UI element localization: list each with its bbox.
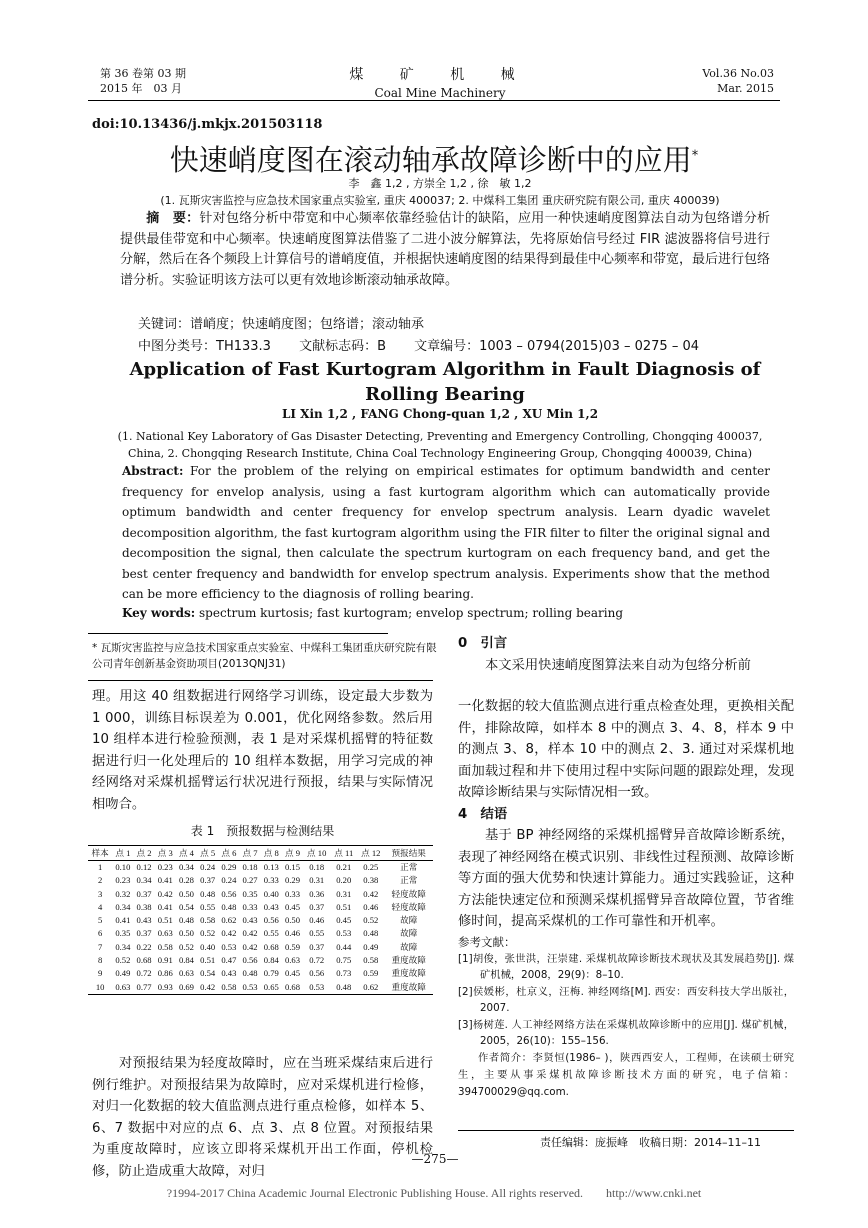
table-cell: 0.33 [263, 875, 279, 886]
authors-en: LI Xin 1,2 , FANG Chong-quan 1,2 , XU Min 1,2 [281, 407, 599, 421]
table-row [88, 888, 433, 901]
copyright-text: ?1994-2017 China Academic Journal Electronic Publishing House. All rights reserved. [166, 1186, 584, 1200]
table-cell: 0.50 [178, 888, 194, 899]
table-cell: 0.37 [200, 875, 216, 886]
table-cell: 9 [97, 968, 103, 979]
table-cell: 0.46 [284, 928, 300, 939]
table-cell: 0.32 [115, 888, 131, 899]
table-row [88, 914, 433, 927]
table-cell: 故障 [400, 941, 418, 952]
abstract-en-label: Abstract: [122, 464, 184, 478]
clc-number: 中图分类号：TH133.3 [138, 339, 271, 354]
table-cell: 0.29 [221, 862, 237, 872]
table-cell: 0.53 [239, 981, 260, 995]
table-cell: 0.68 [263, 941, 279, 952]
table-cell: 0.42 [197, 981, 218, 995]
table-cell: 0.65 [261, 981, 282, 995]
table-cell: 重度故障 [391, 968, 426, 979]
table-cell: 0.56 [309, 968, 325, 979]
table-cell: 0.34 [115, 901, 131, 912]
affiliations-cn: (1. 瓦斯灾害监控与应急技术国家重点实验室, 重庆 400037; 2. 中煤科工集团 重庆研究院有限公司, 重庆 400039) [160, 194, 720, 207]
table-cell: 0.40 [200, 941, 216, 952]
table-row [88, 901, 433, 914]
table-cell: 0.37 [309, 941, 325, 952]
reference-item: [2]侯媛彬，杜京义，汪梅. 神经网络[M]. 西安：西安科技大学出版社，2007. [458, 985, 794, 1014]
table-cell: 0.35 [115, 928, 131, 939]
table-cell: 0.42 [242, 928, 258, 939]
table-cell: 0.33 [284, 888, 300, 899]
table-header-cell: 点 3 [155, 846, 176, 861]
table-cell: 0.54 [178, 901, 194, 912]
date-en: Mar. 2015 [717, 82, 774, 95]
abstract-en-text: For the problem of the relying on empirical estimates for optimum bandwidth and center frequency for envelop analysis, using a fast kurtogram algorithm which can automatically provide optimum bandwidth and center frequency for envelop spectrum analysis. Learn dyadic wavelet decomposition algorithm, the fast kurtogram algorithm using the FIR filter to filter the original signal and decomposition the signal, then calculate the spectrum kurtogram on each frequency band, and get the best center frequency and bandwidth for envelop spectrum analysis. Experiments show that the method can be more efficiency to the diagnosis of rolling bearing. [122, 464, 770, 601]
table-cell: 0.41 [115, 915, 131, 926]
table-cell: 0.63 [112, 981, 133, 995]
title-cn [120, 138, 748, 179]
table-cell: 0.72 [309, 955, 325, 966]
table-cell: 0.46 [363, 901, 379, 912]
table-cell: 0.79 [263, 968, 279, 979]
abstract-cn-label: 摘 要： [146, 211, 200, 226]
table-cell: 0.47 [221, 955, 237, 966]
copyright-footer [0, 1186, 868, 1201]
table-cell: 0.45 [284, 901, 300, 912]
table-cell: 0.10 [115, 862, 131, 872]
table-cell: 10 [88, 981, 112, 995]
table-cell: 0.75 [336, 955, 352, 966]
table-cell: 0.54 [200, 968, 216, 979]
table-cell: 0.43 [242, 915, 258, 926]
funding-footnote: * 瓦斯灾害监控与应急技术国家重点实验室、中煤科工集团重庆研究院有限公司青年创新基金资助项目(2013QNJ31) [92, 642, 437, 670]
table-cell: 0.55 [200, 901, 216, 912]
classification-cn [138, 335, 768, 354]
page-number: —275— [411, 1152, 459, 1166]
abstract-cn [120, 209, 770, 291]
table-cell: 0.38 [136, 901, 152, 912]
table-cell: 0.91 [157, 955, 173, 966]
conclusion-text: 基于 BP 神经网络的采煤机摇臂异音故障诊断系统，表现了神经网络在模式识别、非线性过程预测、故障诊断等方面的强大优势和快速计算能力。通过实践验证，这种方法能快速定位和预测采煤机摇臂异音故障位置，节省维修时间，提高采煤机的工作可靠性和开机率。 [458, 828, 794, 929]
table-cell: 0.37 [309, 901, 325, 912]
table-body [88, 861, 433, 995]
table-row [88, 927, 433, 940]
keywords-en-label: Key words: [122, 606, 196, 620]
table-cell: 0.15 [284, 862, 300, 872]
table-cell: 4 [97, 901, 103, 912]
article-number: 文章编号：1003 – 0794(2015)03 – 0275 – 04 [414, 339, 699, 354]
table-header-cell: 样本 [88, 846, 112, 861]
table-cell: 0.59 [284, 941, 300, 952]
table-cell: 0.58 [363, 955, 379, 966]
affiliations-en: (1. National Key Laboratory of Gas Disaster Detecting, Preventing and Emergency Controlling, Chongqing 400037, China, 2. Chongqing Research Institute, China Coal Technology Engineering Group, Chongqing 400039, China) [117, 430, 763, 460]
body-paragraph-col1-bottom [92, 1053, 433, 1182]
references-heading: 参考文献： [458, 934, 516, 949]
table-caption: 表 1 预报数据与检测结果 [190, 824, 335, 838]
conclusion-heading: 4 结语 [458, 806, 508, 822]
table-header-cell: 点 6 [218, 846, 239, 861]
table-cell: 轻度故障 [391, 901, 426, 912]
table-cell: 0.48 [242, 968, 258, 979]
table-row [88, 967, 433, 980]
table-cell: 0.35 [242, 888, 258, 899]
table-cell: 0.33 [242, 901, 258, 912]
table-cell: 0.23 [115, 875, 131, 886]
table-cell: 0.84 [178, 955, 194, 966]
table-cell: 0.63 [178, 968, 194, 979]
table-cell: 0.31 [336, 888, 352, 899]
table-cell: 0.48 [178, 915, 194, 926]
table-cell: 0.12 [136, 862, 152, 872]
table-row [88, 954, 433, 967]
table-cell: 6 [97, 928, 103, 939]
table-row [88, 981, 433, 995]
table-cell: 轻度故障 [391, 888, 426, 899]
table-header-cell: 点 1 [112, 846, 133, 861]
table-cell: 0.63 [284, 955, 300, 966]
body-paragraph-col1-top: 理。用这 40 组数据进行网络学习训练，设定最大步数为 1 000，训练目标误差为 0.001，优化网络参数。然后用 10 组样本进行检验预测，表 1 是对采煤机摇臂的特征数据进行归一化处理后的 10 组样本数据，用学习完成的神经网络对采煤机摇臂运行状况进行预报，结果与实际情况相吻合。 [92, 689, 433, 812]
table-cell: 0.48 [363, 928, 379, 939]
journal-name-cn: 煤 矿 机 械 [349, 67, 531, 83]
volume-en: Vol.36 No.03 [702, 67, 774, 80]
table-cell: 0.53 [221, 941, 237, 952]
table-cell: 0.52 [178, 941, 194, 952]
table-cell: 0.20 [336, 875, 352, 886]
table-header-cell: 点 10 [303, 846, 330, 861]
table-cell: 重度故障 [391, 955, 426, 966]
table-cell: 0.48 [200, 888, 216, 899]
table-cell: 0.42 [221, 928, 237, 939]
table-cell: 7 [97, 941, 103, 952]
table-cell: 0.56 [221, 888, 237, 899]
table-header-cell: 点 12 [357, 846, 384, 861]
table-cell: 0.45 [336, 915, 352, 926]
table-cell: 0.72 [136, 968, 152, 979]
running-header-right [702, 66, 774, 96]
table-cell: 0.46 [309, 915, 325, 926]
table-cell: 0.40 [263, 888, 279, 899]
table-cell: 0.42 [242, 941, 258, 952]
table-cell: 0.34 [115, 941, 131, 952]
editor-line: 责任编辑：庞振峰 收稿日期：2014–11–11 [540, 1136, 761, 1149]
cnki-link[interactable]: http://www.cnki.net [606, 1186, 702, 1200]
table-cell: 重度故障 [384, 981, 433, 995]
table-cell: 0.63 [157, 928, 173, 939]
intro-heading: 0 引言 [458, 636, 508, 651]
data-table [88, 845, 433, 995]
table-cell: 0.59 [363, 968, 379, 979]
table-cell: 0.38 [363, 875, 379, 886]
table-cell: 0.31 [309, 875, 325, 886]
table-cell: 0.51 [336, 901, 352, 912]
table-cell: 8 [97, 955, 103, 966]
volume-cn: 第 36 卷第 03 期 [100, 67, 186, 80]
table-cell: 5 [97, 915, 103, 926]
running-header-left [100, 66, 186, 96]
keywords-cn: 关键词：谱峭度；快速峭度图；包络谱；滚动轴承 [138, 317, 425, 332]
table-cell: 0.34 [178, 862, 194, 872]
table-cell: 0.18 [242, 862, 258, 872]
table-cell: 0.58 [200, 915, 216, 926]
table-cell: 0.55 [263, 928, 279, 939]
running-header-center [330, 64, 550, 100]
document-code: 文献标志码：B [299, 339, 386, 354]
date-cn: 2015 年 03 月 [100, 82, 182, 95]
table-cell: 0.43 [136, 915, 152, 926]
table-cell: 0.58 [157, 941, 173, 952]
table-cell: 0.49 [363, 941, 379, 952]
abstract-en [122, 461, 770, 605]
table-cell: 0.24 [221, 875, 237, 886]
table-cell: 0.50 [178, 928, 194, 939]
table-cell: 0.53 [303, 981, 330, 995]
table-cell: 故障 [400, 915, 418, 926]
table-cell: 0.52 [200, 928, 216, 939]
title-cn-text: 快速峭度图在滚动轴承故障诊断中的应用 [169, 143, 692, 177]
table-cell: 0.68 [282, 981, 303, 995]
table-header-cell: 点 8 [261, 846, 282, 861]
table-cell: 0.53 [336, 928, 352, 939]
table-cell: 2 [97, 875, 103, 886]
table-cell: 0.93 [155, 981, 176, 995]
title-footnote-mark: * [691, 148, 699, 164]
title-en: Application of Fast Kurtogram Algorithm in Fault Diagnosis of Rolling Bearing [129, 359, 761, 405]
table-row [88, 941, 433, 954]
table-cell: 0.56 [263, 915, 279, 926]
table-cell: 0.22 [136, 941, 152, 952]
table-cell: 0.62 [357, 981, 384, 995]
table-cell: 0.69 [176, 981, 197, 995]
table-cell: 正常 [400, 862, 418, 872]
table-cell: 0.48 [330, 981, 357, 995]
table-cell: 0.50 [284, 915, 300, 926]
abstract-cn-text: 针对包络分析中带宽和中心频率依靠经验估计的缺陷，应用一种快速峭度图算法自动为包络谱分析提供最佳带宽和中心频率。快速峭度图算法借鉴了二进小波分解算法，先将原始信号经过 FIR 滤波器将信号进行分解，然后在各个频段上计算信号的谱峭度值，并根据快速峭度图的结果得到最佳中心频率和带宽，最后进行包络谱分析。实验证明该方法可以更有效地诊断滚动轴承故障。 [120, 211, 771, 288]
editor-rule [458, 1130, 794, 1131]
table-cell: 0.28 [178, 875, 194, 886]
table-cell: 0.21 [336, 862, 352, 872]
table-cell: 0.44 [336, 941, 352, 952]
table-cell: 0.56 [242, 955, 258, 966]
table-header-cell: 点 9 [282, 846, 303, 861]
table-cell: 0.55 [309, 928, 325, 939]
intro-text: 本文采用快速峭度图算法来自动为包络分析前 [485, 657, 751, 673]
table-header-row [88, 846, 433, 861]
table-cell: 0.24 [200, 862, 216, 872]
col2-body: 一化数据的较大值监测点进行重点检查处理，更换相关配件，排除故障，如样本 8 中的测点 3、4、8，样本 9 中的测点 3、8，样本 10 中的测点 2、3. 通过对采煤机地面加载过程和井下使用过程中实际问题的跟踪处理，发现故障诊断结果与实际情况相一致。 [458, 699, 794, 800]
table-header-cell: 点 5 [197, 846, 218, 861]
table-cell: 0.51 [157, 915, 173, 926]
table-cell: 1 [97, 862, 103, 872]
table-header-cell: 点 2 [133, 846, 154, 861]
column-gap [458, 676, 794, 696]
table-cell: 正常 [400, 875, 418, 886]
table-cell: 0.43 [263, 901, 279, 912]
table-cell: 0.49 [115, 968, 131, 979]
table-row [88, 861, 433, 875]
reference-item: [3]杨树莲. 人工神经网络方法在采煤机故障诊断中的应用[J]. 煤矿机械，2005，26(10)：155–156. [458, 1018, 794, 1047]
table-cell: 0.36 [309, 888, 325, 899]
footnote-rule [88, 633, 388, 634]
table-header-cell: 点 4 [176, 846, 197, 861]
header-rule [88, 100, 780, 101]
table-cell: 故障 [400, 928, 418, 939]
table-cell: 0.41 [157, 875, 173, 886]
table-cell: 0.62 [221, 915, 237, 926]
table-cell: 0.52 [363, 915, 379, 926]
table-cell: 0.41 [157, 901, 173, 912]
reference-item: [1]胡俊，张世洪，汪崇建. 采煤机故障诊断技术现状及其发展趋势[J]. 煤矿机械，2008，29(9)：8–10. [458, 952, 794, 981]
table-cell: 0.23 [157, 862, 173, 872]
col1-bottom-text: 对预报结果为轻度故障时，应在当班采煤结束后进行例行维护。对预报结果为故障时，应对采煤机进行检修，对归一化数据的较大值监测点进行重点检修，如样本 5、6、7 数据中对应的点 6、点 3、点 8 位置。对预报结果为重度故障时，应该立即将采煤机开出工作面，停机检修，防止造成重大故障，对归 [92, 1056, 433, 1179]
table-cell: 0.68 [136, 955, 152, 966]
table-cell: 0.25 [363, 862, 379, 872]
table-cell: 0.73 [336, 968, 352, 979]
table-cell: 0.18 [309, 862, 325, 872]
table-cell: 0.37 [136, 928, 152, 939]
table-cell: 0.29 [284, 875, 300, 886]
table-header-cell: 点 11 [330, 846, 357, 861]
table-cell: 3 [97, 888, 103, 899]
table-cell: 0.43 [221, 968, 237, 979]
table-cell: 0.77 [133, 981, 154, 995]
keywords-en [122, 606, 770, 620]
table-cell: 0.34 [136, 875, 152, 886]
table-cell: 0.58 [218, 981, 239, 995]
table-cell: 0.52 [115, 955, 131, 966]
table-cell: 0.84 [263, 955, 279, 966]
table-cell: 0.45 [284, 968, 300, 979]
table-cell: 0.13 [263, 862, 279, 872]
table-cell: 0.48 [221, 901, 237, 912]
keywords-en-text: spectrum kurtosis; fast kurtogram; envelop spectrum; rolling bearing [199, 606, 624, 620]
table-header-cell: 预报结果 [384, 846, 433, 861]
author-bio: 作者简介：李贤恒(1986– )，陕西西安人，工程师，在读硕士研究生，主要从事采煤机故障诊断技术方面的研究，电子信箱：394700029@qq.com. [458, 1051, 794, 1098]
doi: doi:10.13436/j.mkjx.201503118 [92, 117, 323, 132]
authors-cn: 李 鑫 1,2 , 方崇全 1,2 , 徐 敏 1,2 [348, 177, 532, 190]
table-row [88, 874, 433, 887]
table-header-cell: 点 7 [239, 846, 260, 861]
table-cell: 0.42 [363, 888, 379, 899]
table-cell: 0.42 [157, 888, 173, 899]
table-cell: 0.51 [200, 955, 216, 966]
table-cell: 0.27 [242, 875, 258, 886]
journal-name-en: Coal Mine Machinery [374, 86, 506, 100]
column-rule [88, 680, 433, 681]
right-column [458, 633, 794, 1101]
table-cell: 0.86 [157, 968, 173, 979]
table-cell: 0.37 [136, 888, 152, 899]
